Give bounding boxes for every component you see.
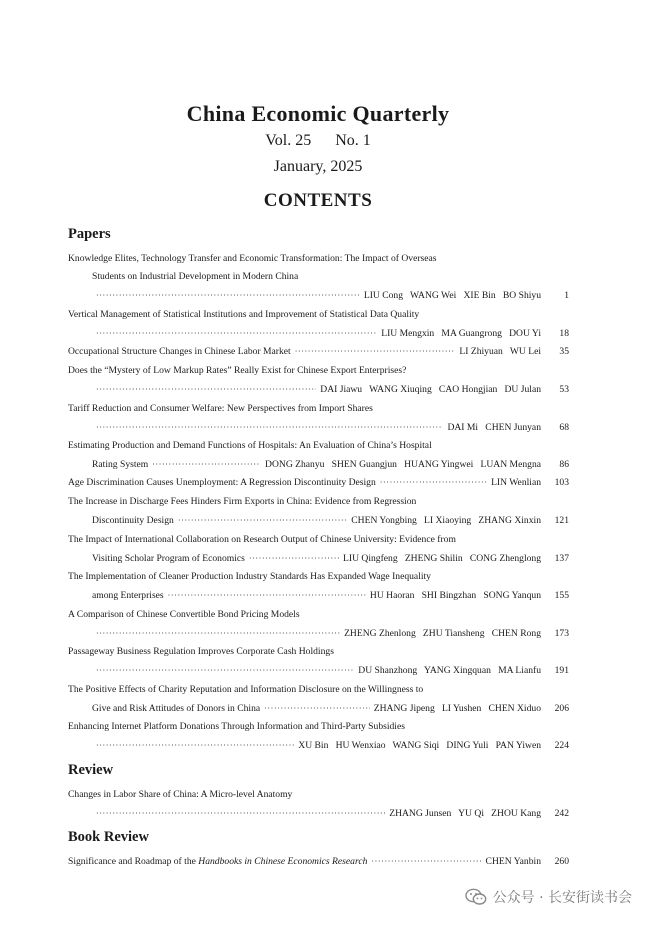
paper-authors: ZHENG Zhenlong ZHU Tiansheng CHEN Rong (344, 628, 541, 639)
paper-title-line: The Implementation of Cleaner Production Industry Standards Has Expanded Wage Inequality (68, 571, 431, 582)
book-title-italic: Handbooks in Chinese Economics Research (198, 856, 368, 867)
paper-title-cont: Rating System (92, 459, 149, 470)
dot-leader (380, 474, 487, 492)
toc-entry-line (92, 325, 569, 343)
page-number: 86 (559, 459, 569, 470)
paper-authors: ZHANG Jipeng LI Yushen CHEN Xiduo (373, 703, 541, 714)
dot-leader (96, 287, 360, 305)
paper-title-line: Vertical Management of Statistical Institutions and Improvement of Statistical Data Quality (68, 309, 420, 320)
toc-entry-line (92, 700, 569, 718)
toc-entry-line (68, 853, 569, 871)
book-review-title: Significance and Roadmap of the Handbooks in Chinese Economics Research (68, 856, 368, 867)
paper-authors: LI Zhiyuan WU Lei (459, 346, 541, 357)
watermark-text: 公众号 · 长安街读书会 (492, 890, 632, 906)
volume: Vol. 25 (265, 132, 312, 149)
toc-entry-line (68, 343, 569, 361)
paper-title-cont: among Enterprises (92, 590, 164, 601)
page-number: 35 (559, 346, 569, 357)
issue-number: No. 1 (335, 132, 371, 149)
volume-number (0, 132, 636, 150)
review-title-line: Changes in Labor Share of China: A Micro-level Anatomy (68, 789, 293, 800)
section-heading-papers: Papers (68, 226, 111, 242)
paper-title-line: Estimating Production and Demand Functions of Hospitals: An Evaluation of China’s Hospital (68, 440, 432, 451)
review-authors: ZHANG Junsen YU Qi ZHOU Kang (389, 808, 541, 819)
page-number: 18 (559, 328, 569, 339)
page-number: 121 (554, 515, 569, 526)
dot-leader (96, 662, 354, 680)
toc-entry-line (68, 474, 569, 492)
page-number: 224 (554, 740, 569, 751)
page-number: 242 (554, 808, 569, 819)
dot-leader (152, 456, 261, 474)
paper-title: Age Discrimination Causes Unemployment: A Regression Discontinuity Design (68, 477, 376, 488)
paper-authors: DU Shanzhong YANG Xingquan MA Lianfu (358, 665, 541, 676)
wechat-icon (465, 888, 487, 906)
book-review-author: CHEN Yanbin (485, 856, 541, 867)
paper-authors: CHEN Yongbing LI Xiaoying ZHANG Xinxin (351, 515, 541, 526)
toc-entry-line (92, 587, 569, 605)
toc-entry-line (92, 805, 569, 823)
dot-leader (264, 700, 370, 718)
dot-leader (371, 853, 481, 871)
dot-leader (96, 419, 443, 437)
paper-title-line: A Comparison of Chinese Convertible Bond Pricing Models (68, 609, 300, 620)
contents-heading: CONTENTS (263, 190, 373, 211)
paper-title-line: Students on Industrial Development in Modern China (92, 271, 299, 282)
paper-authors: LIU Cong WANG Wei XIE Bin BO Shiyu (363, 290, 541, 301)
page-number: 68 (559, 422, 569, 433)
paper-title-cont: Discontinuity Design (92, 515, 174, 526)
toc-entry-line (92, 662, 569, 680)
paper-title: Occupational Structure Changes in Chinese Labor Market (68, 346, 291, 357)
toc-entry-line (92, 737, 569, 755)
toc-entry-line (92, 512, 569, 530)
paper-authors: XU Bin HU Wenxiao WANG Siqi DING Yuli PAN Yiwen (298, 740, 541, 751)
paper-authors: LIN Wenlian (491, 477, 541, 488)
paper-title-line: The Positive Effects of Charity Reputation and Information Disclosure on the Willingness to (68, 684, 424, 695)
dot-leader (96, 625, 340, 643)
page-number: 137 (554, 553, 569, 564)
paper-title-line: Does the “Mystery of Low Markup Rates” Really Exist for Chinese Export Enterprises? (68, 365, 407, 376)
paper-authors: DONG Zhanyu SHEN Guangjun HUANG Yingwei LUAN Mengna (265, 459, 541, 470)
paper-authors: LIU Mengxin MA Guangrong DOU Yi (381, 328, 541, 339)
page-number: 206 (554, 703, 569, 714)
watermark (465, 887, 632, 907)
dot-leader (96, 381, 316, 399)
page-number: 260 (554, 856, 569, 867)
toc-entry-line (92, 287, 569, 305)
paper-authors: LIU Qingfeng ZHENG Shilin CONG Zhenglong (343, 553, 541, 564)
paper-title-line: The Increase in Discharge Fees Hinders Firm Exports in China: Evidence from Regression (68, 496, 417, 507)
section-heading-book-review: Book Review (68, 829, 149, 845)
toc-entry-line (92, 456, 569, 474)
dot-leader (178, 512, 347, 530)
section-heading-review: Review (68, 762, 114, 778)
page-number: 173 (554, 628, 569, 639)
paper-title-line: The Impact of International Collaboration on Research Output of Chinese University: Evidence from (68, 534, 456, 545)
page-number: 191 (554, 665, 569, 676)
dot-leader (96, 737, 294, 755)
dot-leader (295, 343, 456, 361)
dot-leader (96, 805, 385, 823)
paper-authors: HU Haoran SHI Bingzhan SONG Yanqun (369, 590, 541, 601)
toc-entry-line (92, 550, 569, 568)
toc-entry-line (92, 419, 569, 437)
page-number: 53 (559, 384, 569, 395)
paper-title-cont: Visiting Scholar Program of Economics (92, 553, 245, 564)
paper-authors: DAI Jiawu WANG Xiuqing CAO Hongjian DU Julan (320, 384, 541, 395)
toc-entry-line (92, 381, 569, 399)
toc-entry-line (92, 625, 569, 643)
dot-leader (249, 550, 339, 568)
page-number: 103 (554, 477, 569, 488)
page-number: 1 (564, 290, 569, 301)
paper-title-line: Enhancing Internet Platform Donations Through Information and Third-Party Subsidies (68, 721, 405, 732)
paper-title-line: Tariff Reduction and Consumer Welfare: New Perspectives from Import Shares (68, 403, 373, 414)
paper-authors: DAI Mi CHEN Junyan (447, 422, 541, 433)
dot-leader (96, 325, 377, 343)
paper-title-cont: Give and Risk Attitudes of Donors in China (92, 703, 261, 714)
issue-date: January, 2025 (273, 158, 363, 175)
paper-title-line: Passageway Business Regulation Improves Corporate Cash Holdings (68, 646, 334, 657)
dot-leader (168, 587, 366, 605)
page-number: 155 (554, 590, 569, 601)
paper-title-line: Knowledge Elites, Technology Transfer and Economic Transformation: The Impact of Overseas (68, 253, 437, 264)
journal-title: China Economic Quarterly (186, 101, 450, 126)
